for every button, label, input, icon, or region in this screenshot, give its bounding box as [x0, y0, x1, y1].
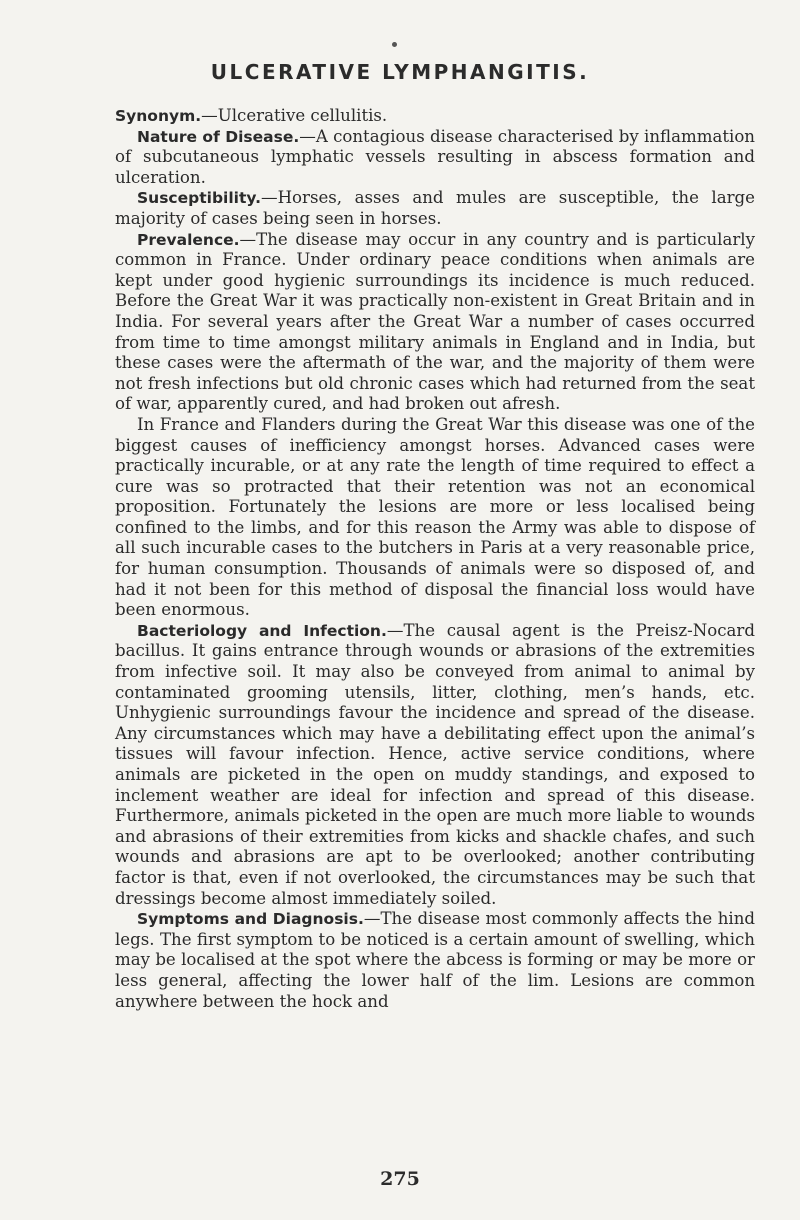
paragraph-prevalence [115, 230, 755, 415]
paragraph-symptoms [115, 909, 755, 1012]
section-heading: Susceptibility. [137, 189, 261, 208]
section-text: In France and Flanders during the Great War this disease was one of the biggest causes of inefficiency amongst horses. Advanced cases were practically incurable, or at any rate the length of time required to effect a cure was so protracted that their retention was not an economical proposition. Fortunately the lesions are more or less localised being confined to the limbs, and for this reason the Army was able to dispose of all such incurable cases to the butchers in Paris at a very reasonable price, for human consumption. Thousands of animals were so disposed of, and had it not been for this method of disposal the financial loss would have been enormous. [115, 414, 755, 620]
paragraph-bacteriology [115, 621, 755, 909]
section-heading: Prevalence. [137, 230, 240, 249]
paragraph-nature-of-disease [115, 127, 755, 189]
section-text: —The disease may occur in any country and is particularly common in France. Under ordinary peace conditions when animals are kept under good hygienic surroundings its incidence is much reduced. Before the Great War it was practically non-existent in Great Britain and in India. For several years after the Great War a number of cases occurred from time to time amongst military animals in England and in India, but these cases were the aftermath of the war, and the majority of them were not fresh infections but old chronic cases which had returned from the seat of war, apparently cured, and had broken out afresh. [115, 229, 755, 414]
page-number: 275 [380, 1168, 420, 1190]
paragraph-france-flanders [115, 415, 755, 621]
page-body [115, 106, 755, 1012]
section-text: —The disease most commonly affects the hind legs. The first symptom to be noticed is a certain amount of swelling, which may be localised at the spot where the abcess is forming or may be more or less general, affecting the lower half of the lim. Lesions are common anywhere between the hock and [115, 909, 755, 1011]
section-heading: Nature of Disease. [137, 127, 300, 146]
paragraph-susceptibility [115, 188, 755, 229]
section-heading: Bacteriology and Infection. [137, 621, 387, 640]
page-title: ULCERATIVE LYMPHANGITIS. [210, 60, 590, 84]
section-text: —Horses, asses and mules are susceptible, the large majority of cases being seen in horses. [115, 188, 755, 228]
section-text: —A contagious disease characterised by inflammation of subcutaneous lymphatic vessels resulting in abscess formation and ulceration. [115, 126, 755, 187]
section-text: —Ulcerative cellulitis. [201, 106, 388, 125]
section-text: —The causal agent is the Preisz-Nocard bacillus. It gains entrance through wounds or abrasions of the extremities from infective soil. It may also be conveyed from animal to animal by contaminated grooming utensils, litter, clothing, men’s hands, etc. Unhygienic surroundings favour the incidence and spread of the disease. Any circumstances which may have a debilitating effect upon the animal’s tissues will favour infection. Hence, active service conditions, where animals are picketed in the open on muddy standings, and exposed to inclement weather are ideal for infection and spread of this disease. Furthermore, animals picketed in the open are much more liable to wounds and abrasions of their extremities from kicks and shackle chafes, and such wounds and abrasions are apt to be overlooked; another contributing factor is that, even if not overlooked, the circumstances may be such that dressings become almost immediately soiled. [115, 620, 755, 908]
section-heading: Synonym. [115, 107, 202, 125]
section-heading: Symptoms and Diagnosis. [137, 910, 364, 929]
decorative-dot [392, 42, 397, 47]
paragraph-synonym [115, 106, 755, 127]
